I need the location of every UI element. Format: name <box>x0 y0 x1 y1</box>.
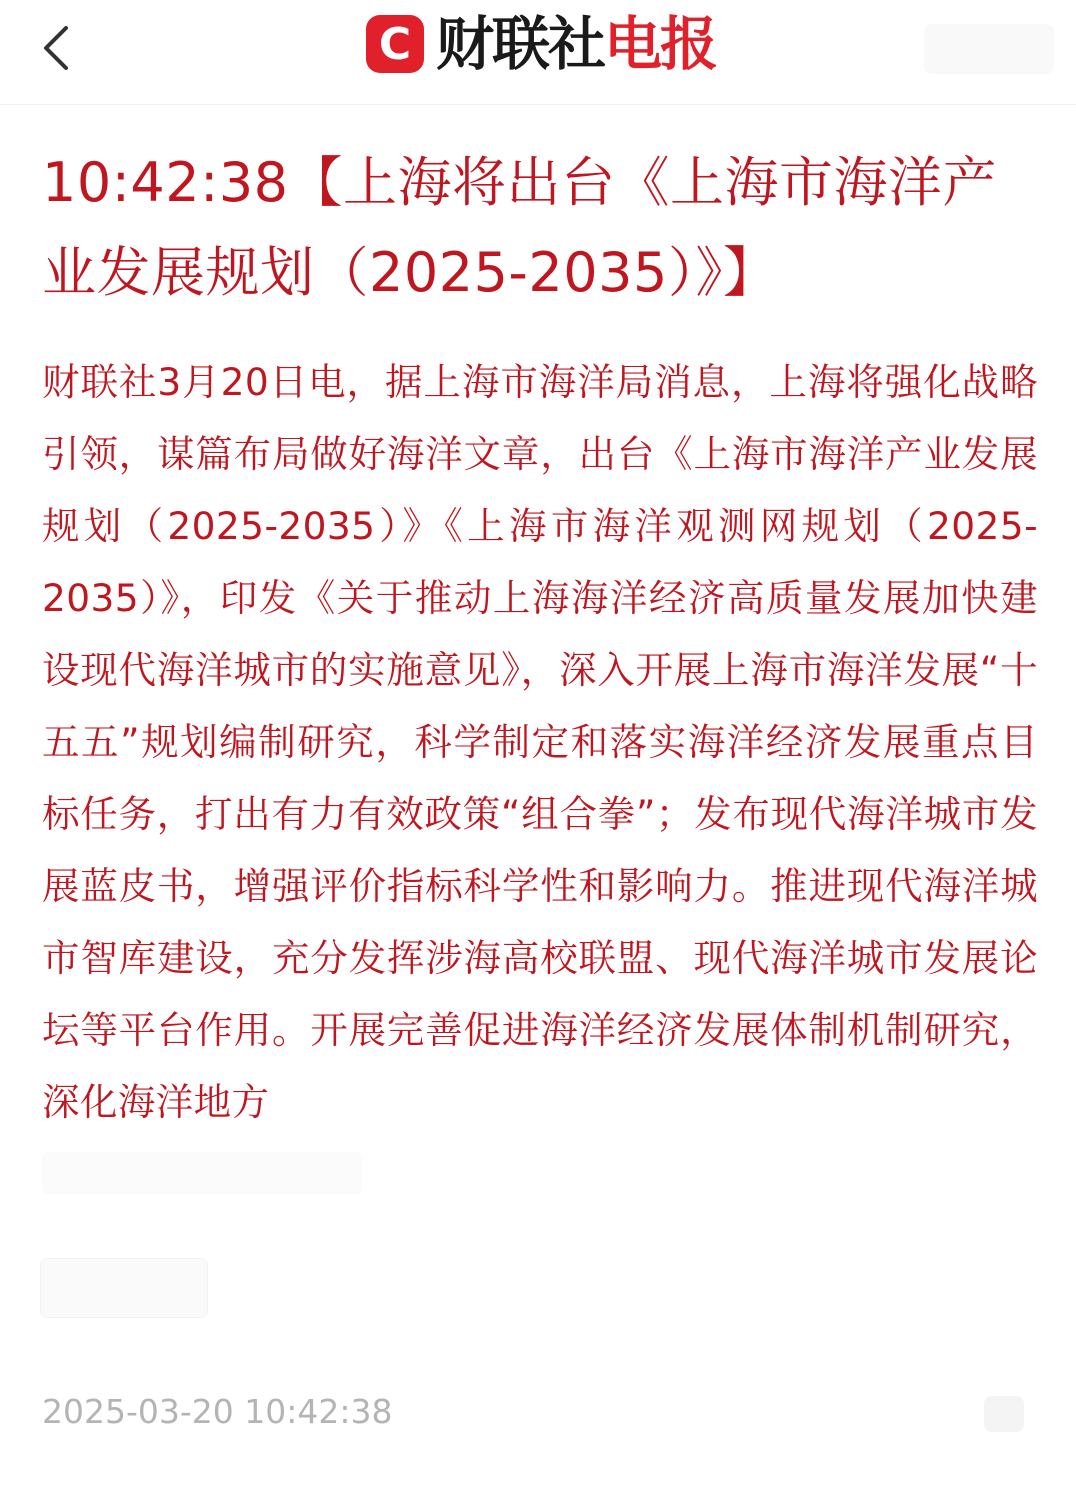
tag-chip[interactable] <box>40 1258 208 1318</box>
back-button[interactable] <box>28 20 84 76</box>
article-headline: 10:42:38【上海将出台《上海市海洋产业发展规划（2025-2035）》】 <box>42 151 998 304</box>
publish-timestamp: 2025-03-20 10:42:38 <box>42 1392 393 1431</box>
brand-name-black: 财联社 <box>436 10 605 78</box>
svg-text:C: C <box>378 19 412 70</box>
top-nav-bar <box>0 0 1076 105</box>
article-body: 财联社3月20日电，据上海市海洋局消息，上海将强化战略引领，谋篇布局做好海洋文章，出台《上海市海洋产业发展规划（2025-2035）》《上海市海洋观测网规划（2025-2035）》，印发《关于推动上海海洋经济高质量发展加快建设现代海洋城市的实施意见》，深入开展上海市海洋发展“十五五”规划编制研究，科学制定和落实海洋经济发展重点目标任务，打出有力有效政策“组合拳”；发布现代海洋城市发展蓝皮书，增强评价指标科学性和影响力。推进现代海洋城市智库建设，充分发挥涉海高校联盟、现代海洋城市发展论坛等平台作用。开展完善促进海洋经济发展体制机制研究，深化海洋地方 <box>42 360 1038 1124</box>
more-icon[interactable] <box>984 1396 1024 1432</box>
chevron-left-icon <box>40 24 72 72</box>
brand-name-red: 电报 <box>604 10 717 78</box>
share-button[interactable] <box>924 24 1054 74</box>
brand-name <box>436 12 716 76</box>
brand-logo <box>366 12 716 76</box>
brand-c-icon <box>366 15 424 73</box>
faded-text-line <box>42 1152 362 1194</box>
